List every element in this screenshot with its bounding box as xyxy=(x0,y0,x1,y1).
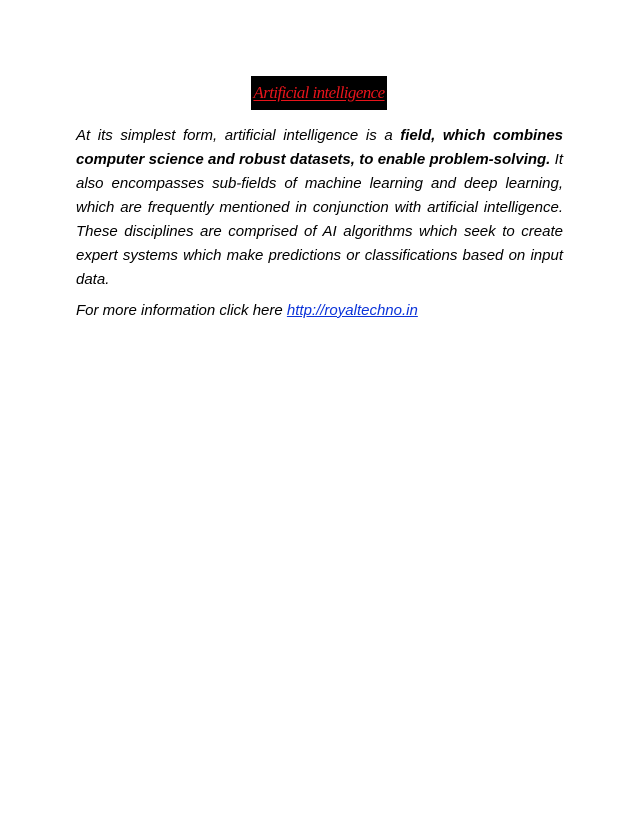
paragraph-bold-phrase: field, which combines computer science and robust datasets, to enable problem-solving. xyxy=(76,127,563,168)
more-info-line xyxy=(76,299,563,323)
title-container xyxy=(0,76,638,110)
paragraph-intro: At its simplest form, artificial intelligence is a xyxy=(76,127,401,144)
more-info-label: For more information click here xyxy=(76,302,287,319)
body-paragraph xyxy=(76,124,563,292)
document-title: Artificial intelligence xyxy=(251,76,386,110)
paragraph-rest: It also encompasses sub-fields of machine learning and deep learning, which are frequently mentioned in conjunction with artificial intelligence. These disciplines are comprised of AI algorithms which seek to create expert systems which make predictions or classifications based on input data. xyxy=(76,151,563,288)
website-link[interactable]: http://royaltechno.in xyxy=(286,302,418,319)
